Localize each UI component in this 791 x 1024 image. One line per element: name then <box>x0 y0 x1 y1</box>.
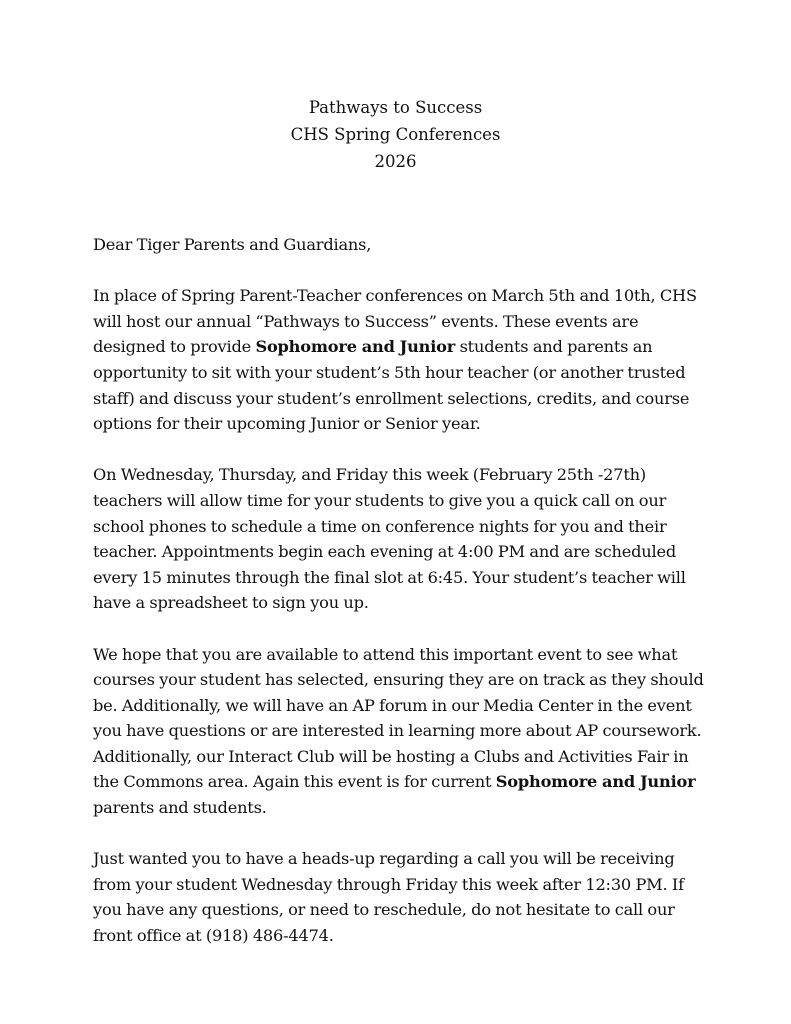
letter-heading <box>0 94 791 175</box>
paragraph-scheduling: On Wednesday, Thursday, and Friday this week (February 25th -27th) teachers will allow time for your students to give you a quick call on our school phones to schedule a time on conference nights for you and their teacher. Appointments begin each evening at 4:00 PM and are scheduled every 15 minutes through the final slot at 6:45. Your student’s teacher will have a spreadsheet to sign you up. <box>93 465 686 613</box>
paragraph-conferences-text-a: In place of Spring Parent-Teacher conferences on March 5th and 10th, CHS will host our annual “Pathways to Success” events. These events are designed to provide <box>93 286 697 357</box>
paragraph-events-bold: Sophomore and Junior <box>495 772 696 792</box>
paragraph-events-text-a: We hope that you are available to attend this important event to see what courses your student has selected, ensuring they are on track as they should be. Additionally, we will have an AP forum in our Media Center in the event you have questions or are interested in learning more about AP coursework. Additionally, our Interact Club will be hosting a Clubs and Activities Fair in the Commons area. Again this event is for current <box>93 644 704 792</box>
paragraph-contact: Just wanted you to have a heads-up regarding a call you will be receiving from your student Wednesday through Friday this week after 12:30 PM. If you have any questions, or need to reschedule, do not hesitate to call our front office at (918) 486-4474. <box>93 849 684 946</box>
heading-year: 2026 <box>374 152 417 171</box>
paragraph-conferences <box>93 283 705 437</box>
heading-title: Pathways to Success <box>308 98 483 117</box>
letter-body <box>93 232 705 974</box>
salutation: Dear Tiger Parents and Guardians, <box>93 235 372 254</box>
heading-subtitle: CHS Spring Conferences <box>290 125 501 144</box>
paragraph-conferences-text-b: students and parents an opportunity to sit with your student’s 5th hour teacher (or another trusted staff) and discuss your student’s enrollment selections, credits, and course options for their upcoming Junior or Senior year. <box>93 337 690 434</box>
paragraph-events <box>93 642 705 821</box>
paragraph-conferences-bold: Sophomore and Junior <box>255 337 456 357</box>
paragraph-events-text-b: parents and students. <box>93 798 267 818</box>
